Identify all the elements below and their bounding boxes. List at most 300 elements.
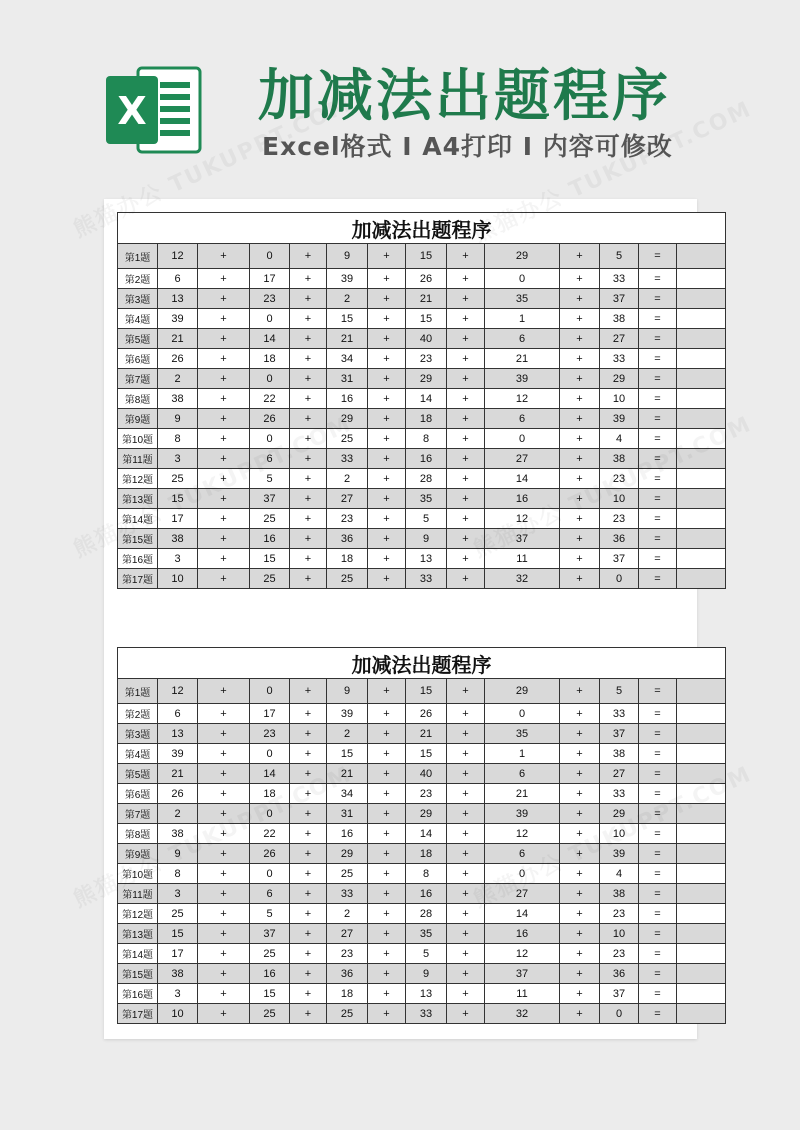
operator-cell: + — [290, 824, 327, 844]
answer-cell[interactable] — [677, 449, 726, 469]
number-cell: 18 — [406, 844, 447, 864]
question-label: 第14题 — [118, 944, 158, 964]
question-label: 第14题 — [118, 509, 158, 529]
question-label: 第7题 — [118, 369, 158, 389]
number-cell: 14 — [485, 904, 560, 924]
operator-cell: + — [447, 389, 485, 409]
number-cell: 0 — [250, 744, 290, 764]
operator-cell: + — [368, 924, 406, 944]
operator-cell: + — [560, 944, 600, 964]
question-label: 第6题 — [118, 349, 158, 369]
number-cell: 38 — [600, 309, 639, 329]
number-cell: 6 — [250, 449, 290, 469]
number-cell: 29 — [485, 679, 560, 704]
number-cell: 0 — [485, 269, 560, 289]
question-label: 第15题 — [118, 529, 158, 549]
number-cell: 10 — [158, 569, 198, 589]
operator-cell: = — [639, 309, 677, 329]
number-cell: 23 — [600, 944, 639, 964]
answer-cell[interactable] — [677, 884, 726, 904]
number-cell: 21 — [406, 724, 447, 744]
number-cell: 34 — [327, 784, 368, 804]
number-cell: 29 — [600, 804, 639, 824]
number-cell: 25 — [327, 1004, 368, 1024]
answer-cell[interactable] — [677, 924, 726, 944]
operator-cell: + — [368, 964, 406, 984]
operator-cell: + — [368, 704, 406, 724]
operator-cell: + — [198, 329, 250, 349]
operator-cell: = — [639, 269, 677, 289]
answer-cell[interactable] — [677, 469, 726, 489]
number-cell: 40 — [406, 764, 447, 784]
number-cell: 14 — [406, 389, 447, 409]
operator-cell: + — [560, 724, 600, 744]
operator-cell: + — [290, 924, 327, 944]
question-row — [118, 764, 726, 784]
number-cell: 21 — [327, 329, 368, 349]
number-cell: 25 — [327, 864, 368, 884]
operator-cell: = — [639, 409, 677, 429]
question-label: 第3题 — [118, 289, 158, 309]
number-cell: 16 — [485, 489, 560, 509]
operator-cell: = — [639, 679, 677, 704]
number-cell: 10 — [600, 824, 639, 844]
operator-cell: + — [368, 864, 406, 884]
answer-cell[interactable] — [677, 309, 726, 329]
number-cell: 38 — [158, 389, 198, 409]
number-cell: 28 — [406, 469, 447, 489]
answer-cell[interactable] — [677, 984, 726, 1004]
number-cell: 26 — [158, 784, 198, 804]
question-label: 第13题 — [118, 489, 158, 509]
operator-cell: + — [290, 784, 327, 804]
operator-cell: + — [290, 409, 327, 429]
question-label: 第4题 — [118, 309, 158, 329]
number-cell: 3 — [158, 549, 198, 569]
number-cell: 21 — [485, 784, 560, 804]
operator-cell: + — [290, 389, 327, 409]
question-row — [118, 509, 726, 529]
operator-cell: + — [447, 704, 485, 724]
number-cell: 14 — [250, 764, 290, 784]
answer-cell[interactable] — [677, 784, 726, 804]
number-cell: 0 — [250, 679, 290, 704]
operator-cell: + — [198, 904, 250, 924]
question-row — [118, 429, 726, 449]
number-cell: 37 — [600, 724, 639, 744]
number-cell: 6 — [485, 844, 560, 864]
answer-cell[interactable] — [677, 269, 726, 289]
operator-cell: + — [368, 884, 406, 904]
answer-cell[interactable] — [677, 509, 726, 529]
number-cell: 8 — [406, 864, 447, 884]
number-cell: 6 — [250, 884, 290, 904]
question-row — [118, 884, 726, 904]
operator-cell: + — [290, 884, 327, 904]
number-cell: 21 — [158, 764, 198, 784]
operator-cell: + — [290, 529, 327, 549]
number-cell: 0 — [250, 309, 290, 329]
number-cell: 22 — [250, 389, 290, 409]
operator-cell: + — [290, 549, 327, 569]
operator-cell: + — [560, 549, 600, 569]
operator-cell: + — [447, 964, 485, 984]
question-label: 第10题 — [118, 864, 158, 884]
number-cell: 10 — [600, 389, 639, 409]
operator-cell: + — [198, 509, 250, 529]
number-cell: 23 — [600, 509, 639, 529]
number-cell: 0 — [485, 429, 560, 449]
number-cell: 39 — [158, 744, 198, 764]
number-cell: 15 — [406, 679, 447, 704]
number-cell: 26 — [406, 704, 447, 724]
operator-cell: + — [198, 824, 250, 844]
operator-cell: + — [447, 924, 485, 944]
operator-cell: + — [290, 289, 327, 309]
question-label: 第10题 — [118, 429, 158, 449]
question-row — [118, 784, 726, 804]
operator-cell: + — [290, 369, 327, 389]
number-cell: 18 — [250, 784, 290, 804]
number-cell: 0 — [485, 704, 560, 724]
operator-cell: + — [560, 924, 600, 944]
operator-cell: = — [639, 784, 677, 804]
number-cell: 23 — [600, 469, 639, 489]
number-cell: 35 — [406, 489, 447, 509]
operator-cell: + — [447, 764, 485, 784]
number-cell: 12 — [158, 679, 198, 704]
number-cell: 6 — [158, 269, 198, 289]
number-cell: 17 — [250, 269, 290, 289]
number-cell: 36 — [327, 964, 368, 984]
answer-cell[interactable] — [677, 844, 726, 864]
operator-cell: + — [198, 409, 250, 429]
number-cell: 32 — [485, 569, 560, 589]
operator-cell: + — [447, 679, 485, 704]
operator-cell: + — [368, 764, 406, 784]
operator-cell: + — [198, 744, 250, 764]
question-row — [118, 569, 726, 589]
number-cell: 27 — [485, 449, 560, 469]
number-cell: 38 — [158, 964, 198, 984]
question-row — [118, 904, 726, 924]
question-row — [118, 744, 726, 764]
number-cell: 33 — [600, 269, 639, 289]
number-cell: 10 — [158, 1004, 198, 1024]
operator-cell: + — [368, 679, 406, 704]
number-cell: 9 — [327, 679, 368, 704]
question-row — [118, 409, 726, 429]
operator-cell: + — [368, 469, 406, 489]
number-cell: 16 — [327, 389, 368, 409]
number-cell: 37 — [250, 924, 290, 944]
number-cell: 25 — [158, 904, 198, 924]
number-cell: 37 — [485, 964, 560, 984]
question-row — [118, 449, 726, 469]
operator-cell: + — [198, 489, 250, 509]
question-row — [118, 704, 726, 724]
question-label: 第17题 — [118, 569, 158, 589]
question-label: 第8题 — [118, 389, 158, 409]
operator-cell: + — [198, 349, 250, 369]
answer-cell[interactable] — [677, 429, 726, 449]
question-label: 第11题 — [118, 884, 158, 904]
number-cell: 3 — [158, 884, 198, 904]
number-cell: 3 — [158, 449, 198, 469]
answer-cell[interactable] — [677, 704, 726, 724]
answer-cell[interactable] — [677, 489, 726, 509]
operator-cell: + — [447, 784, 485, 804]
question-row — [118, 489, 726, 509]
number-cell: 0 — [250, 804, 290, 824]
operator-cell: + — [368, 449, 406, 469]
operator-cell: + — [447, 289, 485, 309]
operator-cell: + — [368, 904, 406, 924]
operator-cell: = — [639, 1004, 677, 1024]
number-cell: 13 — [406, 549, 447, 569]
operator-cell: + — [447, 509, 485, 529]
answer-cell[interactable] — [677, 549, 726, 569]
question-label: 第7题 — [118, 804, 158, 824]
question-row — [118, 964, 726, 984]
number-cell: 23 — [406, 784, 447, 804]
operator-cell: + — [560, 244, 600, 269]
number-cell: 10 — [600, 924, 639, 944]
operator-cell: + — [560, 704, 600, 724]
operator-cell: + — [198, 244, 250, 269]
operator-cell: + — [447, 549, 485, 569]
operator-cell: + — [447, 309, 485, 329]
operator-cell: + — [447, 529, 485, 549]
number-cell: 39 — [158, 309, 198, 329]
number-cell: 25 — [158, 469, 198, 489]
operator-cell: = — [639, 449, 677, 469]
operator-cell: + — [447, 984, 485, 1004]
operator-cell: + — [447, 804, 485, 824]
operator-cell: + — [198, 784, 250, 804]
question-label: 第3题 — [118, 724, 158, 744]
number-cell: 25 — [250, 1004, 290, 1024]
answer-cell[interactable] — [677, 804, 726, 824]
operator-cell: + — [368, 329, 406, 349]
operator-cell: + — [198, 844, 250, 864]
operator-cell: + — [560, 269, 600, 289]
operator-cell: + — [447, 724, 485, 744]
number-cell: 2 — [158, 804, 198, 824]
question-row — [118, 679, 726, 704]
number-cell: 9 — [158, 409, 198, 429]
answer-cell[interactable] — [677, 904, 726, 924]
operator-cell: + — [368, 289, 406, 309]
operator-cell: + — [290, 429, 327, 449]
question-row — [118, 844, 726, 864]
operator-cell: + — [560, 1004, 600, 1024]
answer-cell[interactable] — [677, 529, 726, 549]
operator-cell: + — [198, 389, 250, 409]
operator-cell: + — [198, 704, 250, 724]
operator-cell: + — [368, 724, 406, 744]
number-cell: 33 — [600, 784, 639, 804]
operator-cell: + — [368, 369, 406, 389]
operator-cell: + — [368, 529, 406, 549]
operator-cell: + — [290, 944, 327, 964]
number-cell: 39 — [485, 369, 560, 389]
number-cell: 6 — [158, 704, 198, 724]
number-cell: 35 — [485, 289, 560, 309]
answer-cell[interactable] — [677, 824, 726, 844]
number-cell: 5 — [250, 904, 290, 924]
operator-cell: + — [447, 569, 485, 589]
number-cell: 34 — [327, 349, 368, 369]
operator-cell: + — [560, 369, 600, 389]
operator-cell: = — [639, 489, 677, 509]
question-label: 第2题 — [118, 704, 158, 724]
operator-cell: + — [447, 489, 485, 509]
question-label: 第2题 — [118, 269, 158, 289]
number-cell: 14 — [406, 824, 447, 844]
operator-cell: + — [290, 489, 327, 509]
operator-cell: + — [447, 409, 485, 429]
number-cell: 14 — [250, 329, 290, 349]
answer-cell[interactable] — [677, 369, 726, 389]
question-row — [118, 269, 726, 289]
operator-cell: + — [198, 469, 250, 489]
number-cell: 6 — [485, 764, 560, 784]
number-cell: 1 — [485, 309, 560, 329]
number-cell: 29 — [485, 244, 560, 269]
number-cell: 29 — [327, 409, 368, 429]
number-cell: 5 — [406, 944, 447, 964]
operator-cell: + — [290, 904, 327, 924]
answer-cell[interactable] — [677, 329, 726, 349]
banner — [0, 0, 800, 200]
operator-cell: + — [447, 349, 485, 369]
operator-cell: = — [639, 509, 677, 529]
answer-cell[interactable] — [677, 764, 726, 784]
number-cell: 25 — [250, 944, 290, 964]
answer-cell[interactable] — [677, 1004, 726, 1024]
question-row — [118, 389, 726, 409]
question-label: 第11题 — [118, 449, 158, 469]
number-cell: 13 — [158, 724, 198, 744]
number-cell: 16 — [485, 924, 560, 944]
operator-cell: = — [639, 289, 677, 309]
operator-cell: + — [290, 964, 327, 984]
operator-cell: + — [560, 864, 600, 884]
operator-cell: + — [560, 904, 600, 924]
number-cell: 18 — [327, 984, 368, 1004]
operator-cell: = — [639, 369, 677, 389]
number-cell: 18 — [406, 409, 447, 429]
number-cell: 39 — [485, 804, 560, 824]
number-cell: 5 — [250, 469, 290, 489]
answer-cell[interactable] — [677, 724, 726, 744]
number-cell: 5 — [600, 679, 639, 704]
operator-cell: + — [447, 884, 485, 904]
number-cell: 9 — [327, 244, 368, 269]
operator-cell: + — [560, 784, 600, 804]
question-row — [118, 369, 726, 389]
operator-cell: + — [560, 529, 600, 549]
operator-cell: = — [639, 549, 677, 569]
number-cell: 2 — [327, 724, 368, 744]
question-row — [118, 349, 726, 369]
number-cell: 2 — [327, 469, 368, 489]
answer-cell[interactable] — [677, 244, 726, 269]
operator-cell: + — [368, 269, 406, 289]
number-cell: 14 — [485, 469, 560, 489]
number-cell: 37 — [600, 984, 639, 1004]
answer-cell[interactable] — [677, 349, 726, 369]
number-cell: 33 — [600, 704, 639, 724]
number-cell: 15 — [406, 309, 447, 329]
number-cell: 27 — [485, 884, 560, 904]
operator-cell: + — [447, 244, 485, 269]
number-cell: 17 — [250, 704, 290, 724]
number-cell: 15 — [250, 549, 290, 569]
number-cell: 33 — [327, 449, 368, 469]
operator-cell: + — [368, 984, 406, 1004]
number-cell: 15 — [158, 924, 198, 944]
operator-cell: + — [368, 1004, 406, 1024]
operator-cell: + — [198, 964, 250, 984]
operator-cell: + — [198, 449, 250, 469]
answer-cell[interactable] — [677, 679, 726, 704]
number-cell: 12 — [485, 509, 560, 529]
operator-cell: + — [560, 824, 600, 844]
number-cell: 36 — [600, 964, 639, 984]
question-row — [118, 864, 726, 884]
number-cell: 23 — [600, 904, 639, 924]
answer-cell[interactable] — [677, 289, 726, 309]
question-label: 第5题 — [118, 764, 158, 784]
number-cell: 0 — [250, 429, 290, 449]
number-cell: 40 — [406, 329, 447, 349]
operator-cell: + — [198, 309, 250, 329]
answer-cell[interactable] — [677, 409, 726, 429]
operator-cell: = — [639, 724, 677, 744]
operator-cell: = — [639, 469, 677, 489]
question-label: 第16题 — [118, 549, 158, 569]
operator-cell: + — [368, 944, 406, 964]
operator-cell: = — [639, 804, 677, 824]
answer-cell[interactable] — [677, 569, 726, 589]
operator-cell: + — [198, 679, 250, 704]
operator-cell: + — [447, 269, 485, 289]
operator-cell: + — [447, 1004, 485, 1024]
operator-cell: + — [447, 904, 485, 924]
operator-cell: + — [368, 409, 406, 429]
number-cell: 0 — [600, 569, 639, 589]
answer-cell[interactable] — [677, 389, 726, 409]
operator-cell: = — [639, 824, 677, 844]
number-cell: 8 — [158, 429, 198, 449]
operator-cell: = — [639, 349, 677, 369]
answer-cell[interactable] — [677, 944, 726, 964]
number-cell: 21 — [158, 329, 198, 349]
operator-cell: = — [639, 744, 677, 764]
operator-cell: + — [447, 369, 485, 389]
operator-cell: + — [290, 704, 327, 724]
answer-cell[interactable] — [677, 744, 726, 764]
answer-cell[interactable] — [677, 964, 726, 984]
answer-cell[interactable] — [677, 864, 726, 884]
question-row — [118, 824, 726, 844]
operator-cell: + — [368, 744, 406, 764]
operator-cell: + — [447, 449, 485, 469]
number-cell: 33 — [406, 569, 447, 589]
number-cell: 39 — [600, 844, 639, 864]
